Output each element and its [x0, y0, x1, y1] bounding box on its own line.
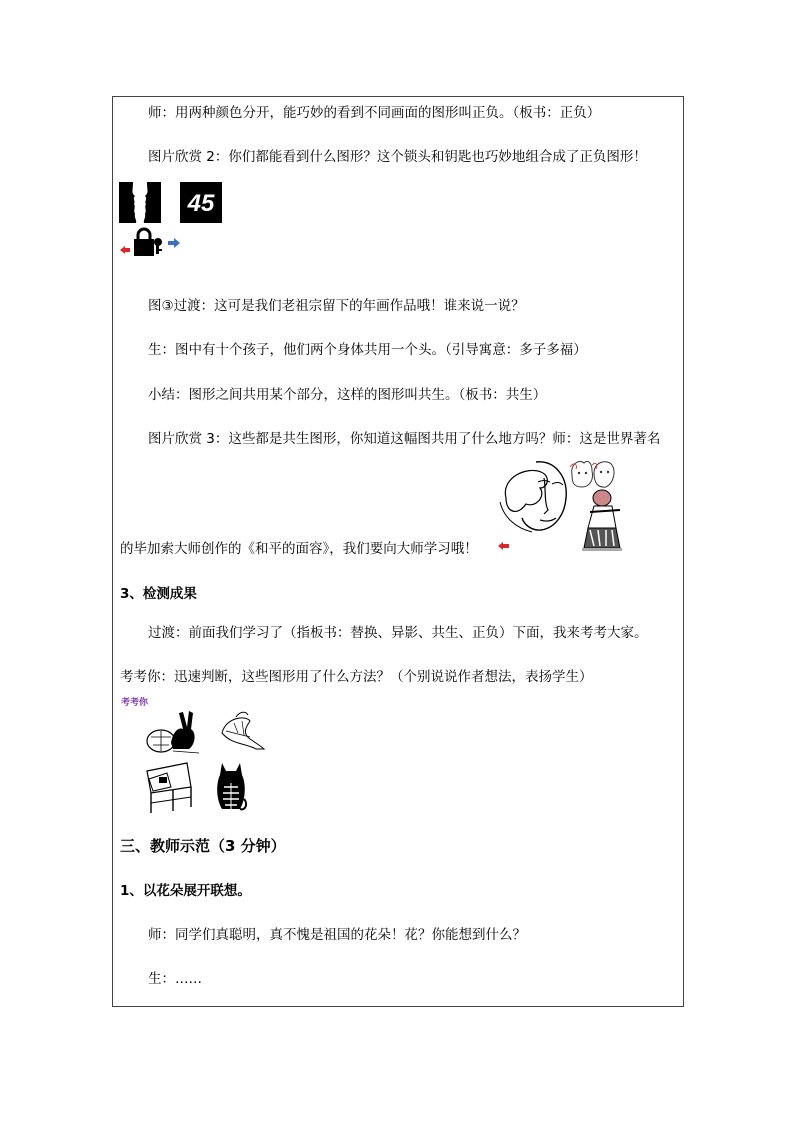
- text-line: 师：用两种颜色分开，能巧妙的看到不同画面的图形叫正负。（板书：正负）: [148, 105, 601, 121]
- text-line: 小结：图形之间共用某个部分，这样的图形叫共生。（板书：共生）: [148, 387, 547, 403]
- text-line: 考考你：迅速判断，这些图形用了什么方法？（个别说说作者想法，表扬学生）: [120, 669, 593, 685]
- kaokaoni-label: 考考你: [121, 698, 149, 708]
- text-line: 图片欣赏 3：这些都是共生图形，你知道这幅图共用了什么地方吗？师：这是世界著名: [148, 431, 661, 447]
- text-line: 生：图中有十个孩子，他们两个身体共用一个头。（引导寓意：多子多福）: [148, 342, 587, 358]
- text-line: 生：……: [148, 971, 202, 987]
- section-heading: 3、检测成果: [120, 586, 197, 602]
- section-heading: 三、教师示范（3 分钟）: [120, 837, 286, 855]
- section-heading: 1、以花朵展开联想。: [120, 883, 251, 899]
- musician-sketch-image: [572, 488, 628, 552]
- red-arrow-icon: [498, 541, 510, 551]
- table-chair-image: [137, 759, 195, 815]
- number-tile-image: [180, 182, 222, 223]
- text-line: 图片欣赏 2：你们都能看到什么图形？这个锁头和钥匙也巧妙地组合成了正负图形！: [148, 149, 647, 165]
- text-line: 的毕加索大师创作的《和平的面容》，我们要向大师学习哦！: [120, 541, 478, 557]
- faces-sketch-image: [568, 457, 618, 491]
- peace-face-image: [496, 458, 572, 534]
- text-line: 过渡：前面我们学习了（指板书：替换、异影、共生、正负）下面，我来考考大家。: [148, 625, 648, 641]
- text-line: 图③过渡：这可是我们老祖宗留下的年画作品哦！谁来说一说？: [148, 298, 525, 314]
- rabbit-turtle-image: [143, 709, 199, 755]
- cat-skeleton-image: [214, 759, 250, 815]
- number-tile-text: 45: [187, 190, 215, 217]
- lock-key-image: [120, 227, 182, 257]
- face-vase-image: [119, 182, 161, 223]
- text-line: 师：同学们真聪明，真不愧是祖国的花朵！花？你能想到什么？: [148, 927, 526, 943]
- leaf-bird-image: [216, 709, 266, 755]
- blue-arrow-icon: [168, 238, 180, 248]
- red-arrow-icon: [120, 246, 130, 254]
